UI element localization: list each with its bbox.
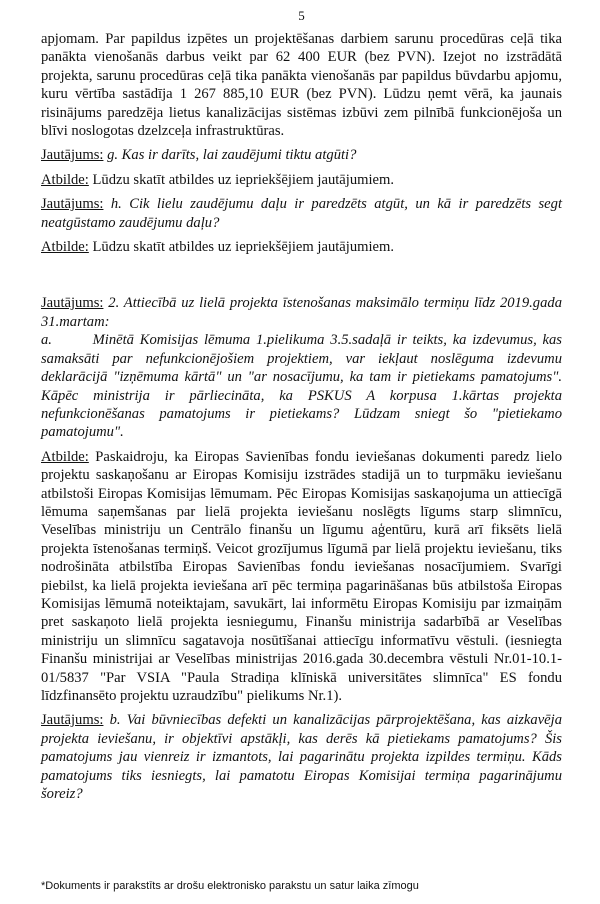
signature-footnote: *Dokuments ir parakstīts ar drošu elektronisko parakstu un satur laika zīmogu: [41, 880, 419, 892]
question-2b: [41, 711, 562, 803]
answer-label: Atbilde:: [41, 239, 89, 256]
question-label: Jautājums:: [41, 196, 104, 213]
answer-label: Atbilde:: [41, 171, 89, 188]
question-2: [41, 294, 562, 331]
question-label: Jautājums:: [41, 712, 104, 729]
question-text: b. Vai būvniecības defekti un kanalizācijas pārprojektēšana, kas aizkavēja projekta ieviešanu, ir objektīvi apstākļi, kas derēs kā pietiekams pamatojums? Šis pamatojums jau vienreiz ir izmantots, lai pagarinātu projekta izpildes termiņu. Kāds pamatojums tiks iesniegts, lai pamatotu Eiropas Komisijai termiņa pagarinājumu šoreiz?: [41, 712, 562, 803]
question-g: [41, 146, 562, 164]
question-2a: a. Minētā Komisijas lēmuma 1.pielikuma 3.5.sadaļā ir teikts, ka izdevumus, kas samaksāti par nefunkcionējošiem projektiem, var iekļaut noslēguma izdevumu deklarācijā "izņēmuma kārtā" un "ar nosacījumu, ka tam ir pietiekams pamatojums". Kāpēc ministrija ir pārliecināta, ka PSKUS A korpusa 1.kārtas projekta nefunkcionēšanas pamatojums ir pietiekams? Lūdzam sniegt šo "pietiekamo pamatojumu".: [41, 332, 566, 441]
question-label: Jautājums:: [41, 147, 104, 164]
answer-2a: [41, 448, 562, 706]
question-text: h. Cik lielu zaudējumu daļu ir paredzēts atgūt, un kā ir paredzēts segt neatgūstamo zaudējumu daļu?: [41, 196, 562, 231]
answer-g: [41, 171, 562, 189]
answer-text: Lūdzu skatīt atbildes uz iepriekšējiem jautājumiem.: [88, 171, 395, 188]
answer-text: Lūdzu skatīt atbildes uz iepriekšējiem jautājumiem.: [88, 239, 395, 256]
question-text: g. Kas ir darīts, lai zaudējumi tiktu atgūti?: [103, 147, 357, 164]
answer-label: Atbilde:: [41, 448, 89, 465]
question-label: Jautājums:: [41, 295, 104, 312]
question-h: [41, 195, 562, 232]
answer-text: Paskaidroju, ka Eiropas Savienības fondu ieviešanas dokumenti paredz lielo projektu saskaņošanu ar Eiropas Komisiju izstrādes stadijā un to turpmāku ieviešanu atbilstoši Eiropas Komisijas lēmumam. Pēc Eiropas Komisijas saskaņojuma un attiecīgā lēmuma saņemšanas par lielā projekta ieviešanu noslēgts līgums starp slimnīcu, Veselības ministriju un Centrālo finanšu un līgumu aģentūru, kurā arī fiksēts lielā projekta īstenošanas termiņš. Veicot grozījumus līgumā par lielā projektu ieviešanu, tiks nodrošināta atbilstība Eiropas Savienības fondu ieviešanas nosacījumiem. Svarīgi piebilst, ka lielā projekta ieviešana arī pēc termiņa pagarināšanas būs atbilstoša Eiropas Komisijas lēmumā noteiktajam, savukārt, lai informētu Eiropas Komisiju par izmaiņām pret saskaņoto lielā projekta iesniegumu, Finanšu ministrija sadarbībā ar Veselības ministriju un slimnīcu sagatavoja nosūtīšanai attiecīgu informatīvu vēstuli. (iesniegta Finanšu ministrijai ar Veselības ministrijas 2016.gada 30.decembra vēstuli Nr.01-10.1-01/5837 "Par VSIA "Paula Stradiņa klīniskā universitātes slimnīca" ES fondu līdzfinansēto projektu uzraudzību" pielikums Nr.1).: [41, 448, 562, 704]
question-text: 2. Attiecībā uz lielā projekta īstenošanas maksimālo termiņu līdz 2019.gada 31.martam:: [41, 295, 562, 330]
answer-h: [41, 238, 562, 256]
intro-paragraph: apjomam. Par papildus izpētes un projektēšanas darbiem sarunu procedūras ceļā tika panākta vienošanās darbus veikt par 62 400 EUR (bez PVN). Izejot no izstrādātā projekta, sarunu procedūras ceļā tika panākta vienošanās par papildus būvdarbu apjomu, kuru vērtība sastādīja 1 267 885,10 EUR (bez PVN). Lūdzu ņemt vērā, ka jaunais risinājums paredzēja lietus kanalizācijas sistēmas izbūvi zem pilnībā funkcionējoša un blīvi noslogotas dzelzceļa infrastruktūras.: [41, 31, 562, 140]
page-number: 5: [298, 8, 305, 23]
